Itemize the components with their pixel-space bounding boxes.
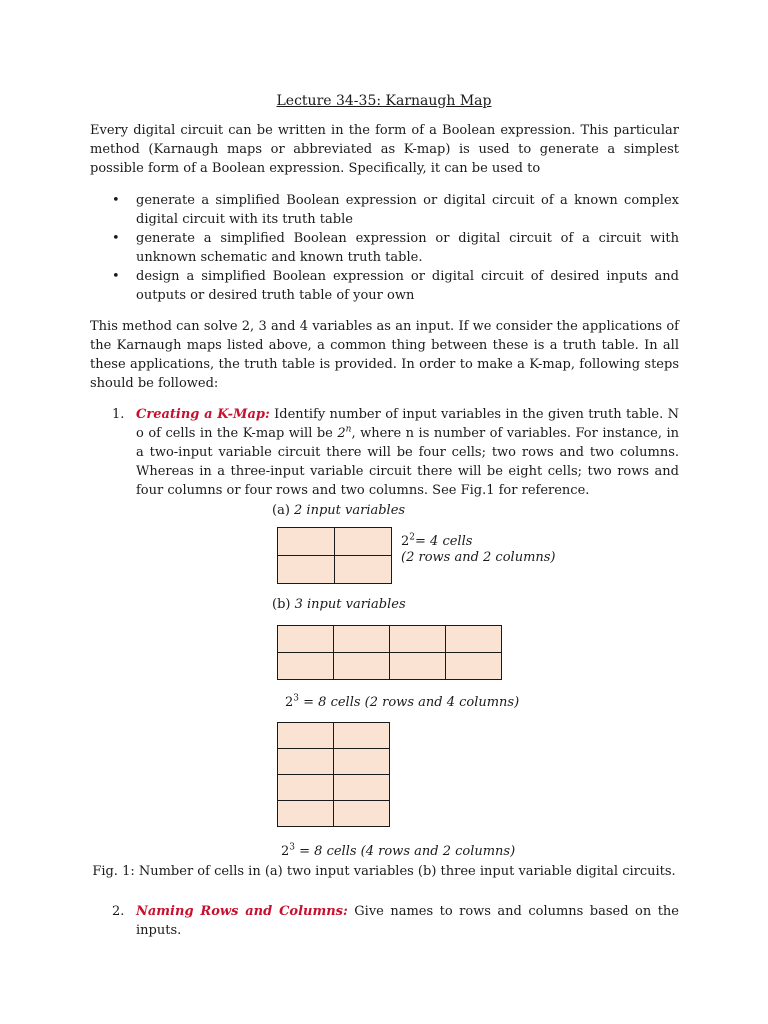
label-text: 3 input variables — [294, 597, 406, 612]
step-title: Creating a K-Map: — [136, 407, 270, 422]
eq-base: 2 — [401, 534, 410, 549]
figure-caption: Fig. 1: Number of cells in (a) two input variables (b) three input variable digital circuits. — [92, 864, 676, 879]
kmap-cell — [446, 653, 502, 680]
step-text-cont: , where n is number of variables. For instance, in a two-input variable circuit there will be four cells; two rows and two columns. Whereas in a three-input variable circuit there will be eight cells; two rows and four columns or four rows and two columns. See Fig.1 for reference. — [136, 426, 679, 498]
kmap-cell — [278, 556, 335, 584]
kmap-4x2 — [277, 722, 390, 827]
eq-exponent: 2 — [409, 532, 416, 543]
eq-rest: = 4 cells — [415, 534, 473, 549]
step-number: 1. — [112, 407, 125, 422]
kmap-cell — [334, 723, 390, 749]
list-item-text: design a simplified Boolean expression or digital circuit of desired inputs and outputs or desired truth table of your own — [136, 269, 679, 303]
kmap-cell — [278, 653, 334, 680]
kmap-cell — [390, 653, 446, 680]
fig-label-b — [272, 597, 406, 612]
kmap-cell — [278, 723, 334, 749]
list-item-text: generate a simplified Boolean expression or digital circuit of a circuit with unknown schematic and known truth table. — [136, 231, 679, 265]
lecture-title: Lecture 34-35: Karnaugh Map — [276, 93, 492, 109]
formula-exponent: n — [345, 424, 352, 435]
eq-base: 2 — [281, 844, 290, 859]
kmap-cell — [334, 653, 390, 680]
list-item-text: generate a simplified Boolean expression or digital circuit of a known complex digital circuit with its truth table — [136, 193, 679, 227]
kmap-cell — [334, 626, 390, 653]
kmap-cell — [390, 626, 446, 653]
fig-label-a — [272, 503, 405, 518]
fig-b1-equation — [285, 695, 519, 710]
kmap-cell — [278, 528, 335, 556]
method-paragraph: This method can solve 2, 3 and 4 variables as an input. If we consider the applications of the Karnaugh maps listed above, a common thing between these is a truth table. In all these applications, the truth table is provided. In order to make a K-map, following steps should be followed: — [90, 319, 679, 391]
label-text: 2 input variables — [294, 503, 406, 518]
list-item — [90, 229, 679, 267]
step-1 — [112, 405, 679, 500]
step-title: Naming Rows and Columns: — [136, 904, 348, 919]
eq-base: 2 — [285, 695, 294, 710]
eq-exponent: 3 — [289, 842, 296, 853]
kmap-cell — [278, 775, 334, 801]
eq-rest: = 8 cells (4 rows and 2 columns) — [295, 844, 516, 859]
bullet-icon: • — [112, 231, 120, 246]
step-2 — [112, 902, 679, 940]
kmap-cell — [278, 749, 334, 775]
list-item — [90, 191, 679, 229]
eq-rest: = 8 cells (2 rows and 4 columns) — [299, 695, 520, 710]
kmap-2x4 — [277, 625, 502, 680]
bullet-icon: • — [112, 269, 120, 284]
kmap-cell — [334, 749, 390, 775]
applications-list — [90, 191, 679, 305]
step-text: Identify number of input variables in the given truth table. N o of cells in the K-map will be — [136, 407, 679, 441]
kmap-2x2 — [277, 527, 392, 584]
fig-b2-equation — [281, 844, 515, 859]
kmap-cell — [334, 775, 390, 801]
fig-a-subtext: (2 rows and 2 columns) — [401, 550, 556, 565]
formula-base: 2 — [337, 426, 346, 441]
kmap-cell — [278, 626, 334, 653]
step-body — [136, 902, 679, 940]
fig-a-equation — [401, 534, 472, 549]
list-item — [90, 267, 679, 305]
label-prefix: (a) — [272, 503, 295, 518]
eq-exponent: 3 — [293, 693, 300, 704]
kmap-cell — [334, 801, 390, 827]
label-prefix: (b) — [272, 597, 295, 612]
step-number: 2. — [112, 904, 125, 919]
kmap-cell — [335, 528, 392, 556]
bullet-icon: • — [112, 193, 120, 208]
kmap-cell — [446, 626, 502, 653]
step-text: Give names to rows and columns based on the inputs. — [136, 904, 679, 938]
intro-paragraph: Every digital circuit can be written in the form of a Boolean expression. This particular method (Karnaugh maps or abbreviated as K-map) is used to generate a simplest possible form of a Boolean expression. Specifically, it can be used to — [90, 123, 679, 176]
step-body — [136, 405, 679, 500]
kmap-cell — [335, 556, 392, 584]
kmap-cell — [278, 801, 334, 827]
